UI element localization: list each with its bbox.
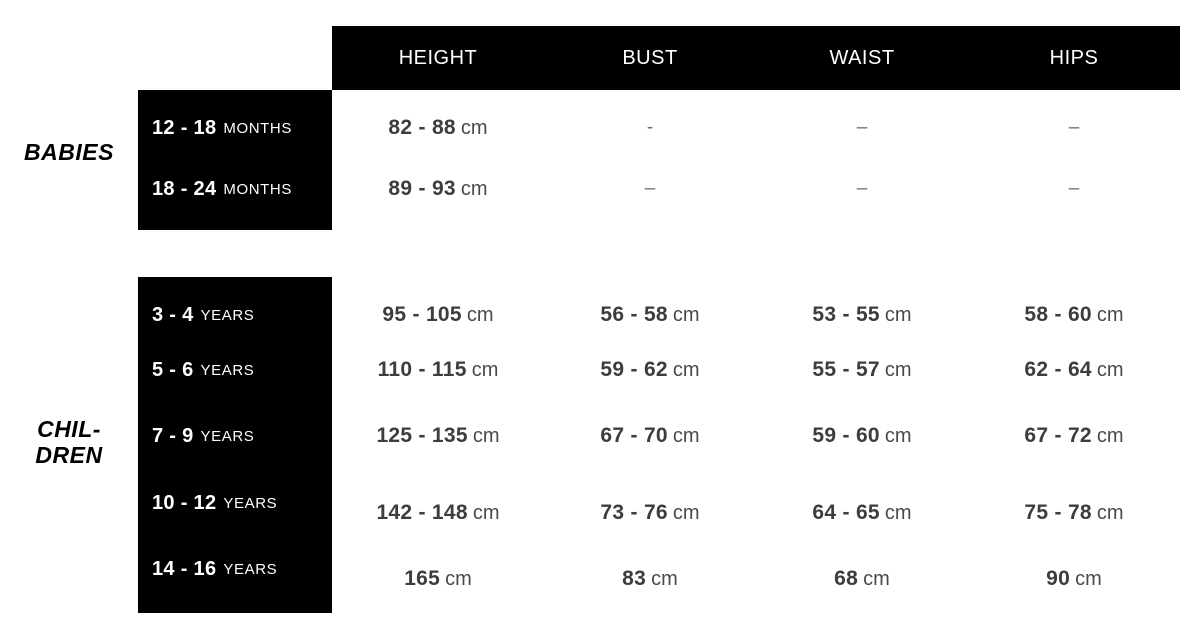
cell-value: 82 - 88	[388, 116, 456, 139]
age-cell-14-16-years	[138, 538, 332, 600]
cell-bust	[544, 501, 756, 525]
age-unit: YEARS	[200, 306, 255, 324]
age-cell-5-6-years	[138, 339, 332, 401]
cell-value: 67 - 70	[600, 424, 668, 447]
table-row	[332, 97, 1180, 159]
cell-unit: cm	[651, 568, 678, 590]
cell-waist	[756, 567, 968, 591]
cell-value: 64 - 65	[812, 501, 880, 524]
cell-unit: cm	[472, 425, 500, 447]
cell-unit: cm	[884, 425, 912, 447]
age-value: 18 - 24	[152, 177, 217, 200]
age-unit: YEARS	[200, 427, 255, 445]
cell-unit: cm	[1096, 425, 1124, 447]
cell-unit: cm	[1096, 304, 1124, 326]
cell-value: 68	[834, 567, 859, 590]
cell-value: 59 - 60	[812, 424, 880, 447]
age-value: 3 - 4	[152, 303, 194, 326]
cell-unit: cm	[884, 502, 912, 524]
age-unit: YEARS	[223, 560, 278, 578]
cell-bust	[544, 303, 756, 327]
cell-value: 125 - 135	[376, 424, 468, 447]
cell-height	[332, 116, 544, 140]
cell-value: 55 - 57	[812, 358, 880, 381]
age-cell-7-9-years	[138, 405, 332, 467]
age-cell-3-4-years	[138, 284, 332, 346]
table-row	[332, 405, 1180, 467]
age-cell-10-12-years	[138, 472, 332, 534]
column-header-height: HEIGHT	[398, 46, 478, 69]
group-label-children-line2: DREN	[35, 441, 103, 468]
age-value: 7 - 9	[152, 424, 194, 447]
column-header-bust: BUST	[622, 46, 678, 69]
cell-unit: cm	[460, 178, 488, 200]
cell-height	[332, 567, 544, 591]
column-header-waist: WAIST	[829, 46, 895, 69]
cell-hips	[968, 424, 1180, 448]
cell-unit: cm	[471, 359, 499, 381]
cell-unit: cm	[672, 304, 700, 326]
cell-value: 53 - 55	[812, 303, 880, 326]
age-value: 12 - 18	[152, 116, 217, 139]
age-cell-18-24-months	[138, 158, 332, 220]
cell-unit: cm	[863, 568, 890, 590]
cell-value: 89 - 93	[388, 177, 456, 200]
cell-unit: cm	[1075, 568, 1102, 590]
group-label-children	[0, 417, 138, 469]
cell-unit: cm	[672, 359, 700, 381]
cell-value: 73 - 76	[600, 501, 668, 524]
cell-value: 142 - 148	[376, 501, 468, 524]
cell-hips: –	[1068, 178, 1080, 199]
cell-height	[332, 177, 544, 201]
cell-value: 75 - 78	[1024, 501, 1092, 524]
cell-value: 90	[1046, 567, 1071, 590]
cell-hips	[968, 501, 1180, 525]
age-unit: YEARS	[223, 494, 278, 512]
age-cell-12-18-months	[138, 97, 332, 159]
cell-bust	[544, 358, 756, 382]
cell-waist: –	[856, 117, 868, 138]
cell-value: 62 - 64	[1024, 358, 1092, 381]
table-row	[332, 158, 1180, 220]
cell-unit: cm	[460, 117, 488, 139]
age-unit: MONTHS	[223, 180, 292, 198]
cell-bust: –	[644, 178, 656, 199]
cell-waist	[756, 424, 968, 448]
cell-hips: –	[1068, 117, 1080, 138]
cell-value: 56 - 58	[600, 303, 668, 326]
table-row	[332, 482, 1180, 544]
cell-value: 58 - 60	[1024, 303, 1092, 326]
cell-bust: -	[646, 117, 654, 138]
table-row	[332, 339, 1180, 401]
cell-height	[332, 303, 544, 327]
cell-unit: cm	[672, 425, 700, 447]
cell-waist	[756, 358, 968, 382]
cell-height	[332, 358, 544, 382]
group-label-babies: BABIES	[24, 139, 114, 165]
group-label-children-line1: CHIL-	[37, 416, 101, 442]
cell-bust	[544, 567, 756, 591]
cell-value: 110 - 115	[377, 358, 467, 381]
age-unit: MONTHS	[223, 119, 292, 137]
cell-height	[332, 501, 544, 525]
cell-value: 165	[404, 567, 441, 590]
age-value: 10 - 12	[152, 491, 217, 514]
cell-unit: cm	[884, 359, 912, 381]
cell-hips	[968, 358, 1180, 382]
table-row	[332, 284, 1180, 346]
age-value: 5 - 6	[152, 358, 194, 381]
cell-waist: –	[856, 178, 868, 199]
cell-bust	[544, 424, 756, 448]
cell-unit: cm	[466, 304, 494, 326]
cell-unit: cm	[672, 502, 700, 524]
cell-value: 59 - 62	[600, 358, 668, 381]
cell-unit: cm	[884, 304, 912, 326]
cell-waist	[756, 501, 968, 525]
cell-waist	[756, 303, 968, 327]
column-header-hips: HIPS	[1049, 46, 1099, 69]
cell-value: 95 - 105	[382, 303, 462, 326]
cell-value: 83	[622, 567, 647, 590]
age-value: 14 - 16	[152, 557, 217, 580]
cell-unit: cm	[1096, 359, 1124, 381]
cell-value: 67 - 72	[1024, 424, 1092, 447]
cell-unit: cm	[1096, 502, 1124, 524]
cell-height	[332, 424, 544, 448]
cell-hips	[968, 567, 1180, 591]
cell-hips	[968, 303, 1180, 327]
age-unit: YEARS	[200, 361, 255, 379]
cell-unit: cm	[445, 568, 472, 590]
table-header-row	[332, 26, 1180, 90]
cell-unit: cm	[472, 502, 500, 524]
table-row	[332, 548, 1180, 610]
